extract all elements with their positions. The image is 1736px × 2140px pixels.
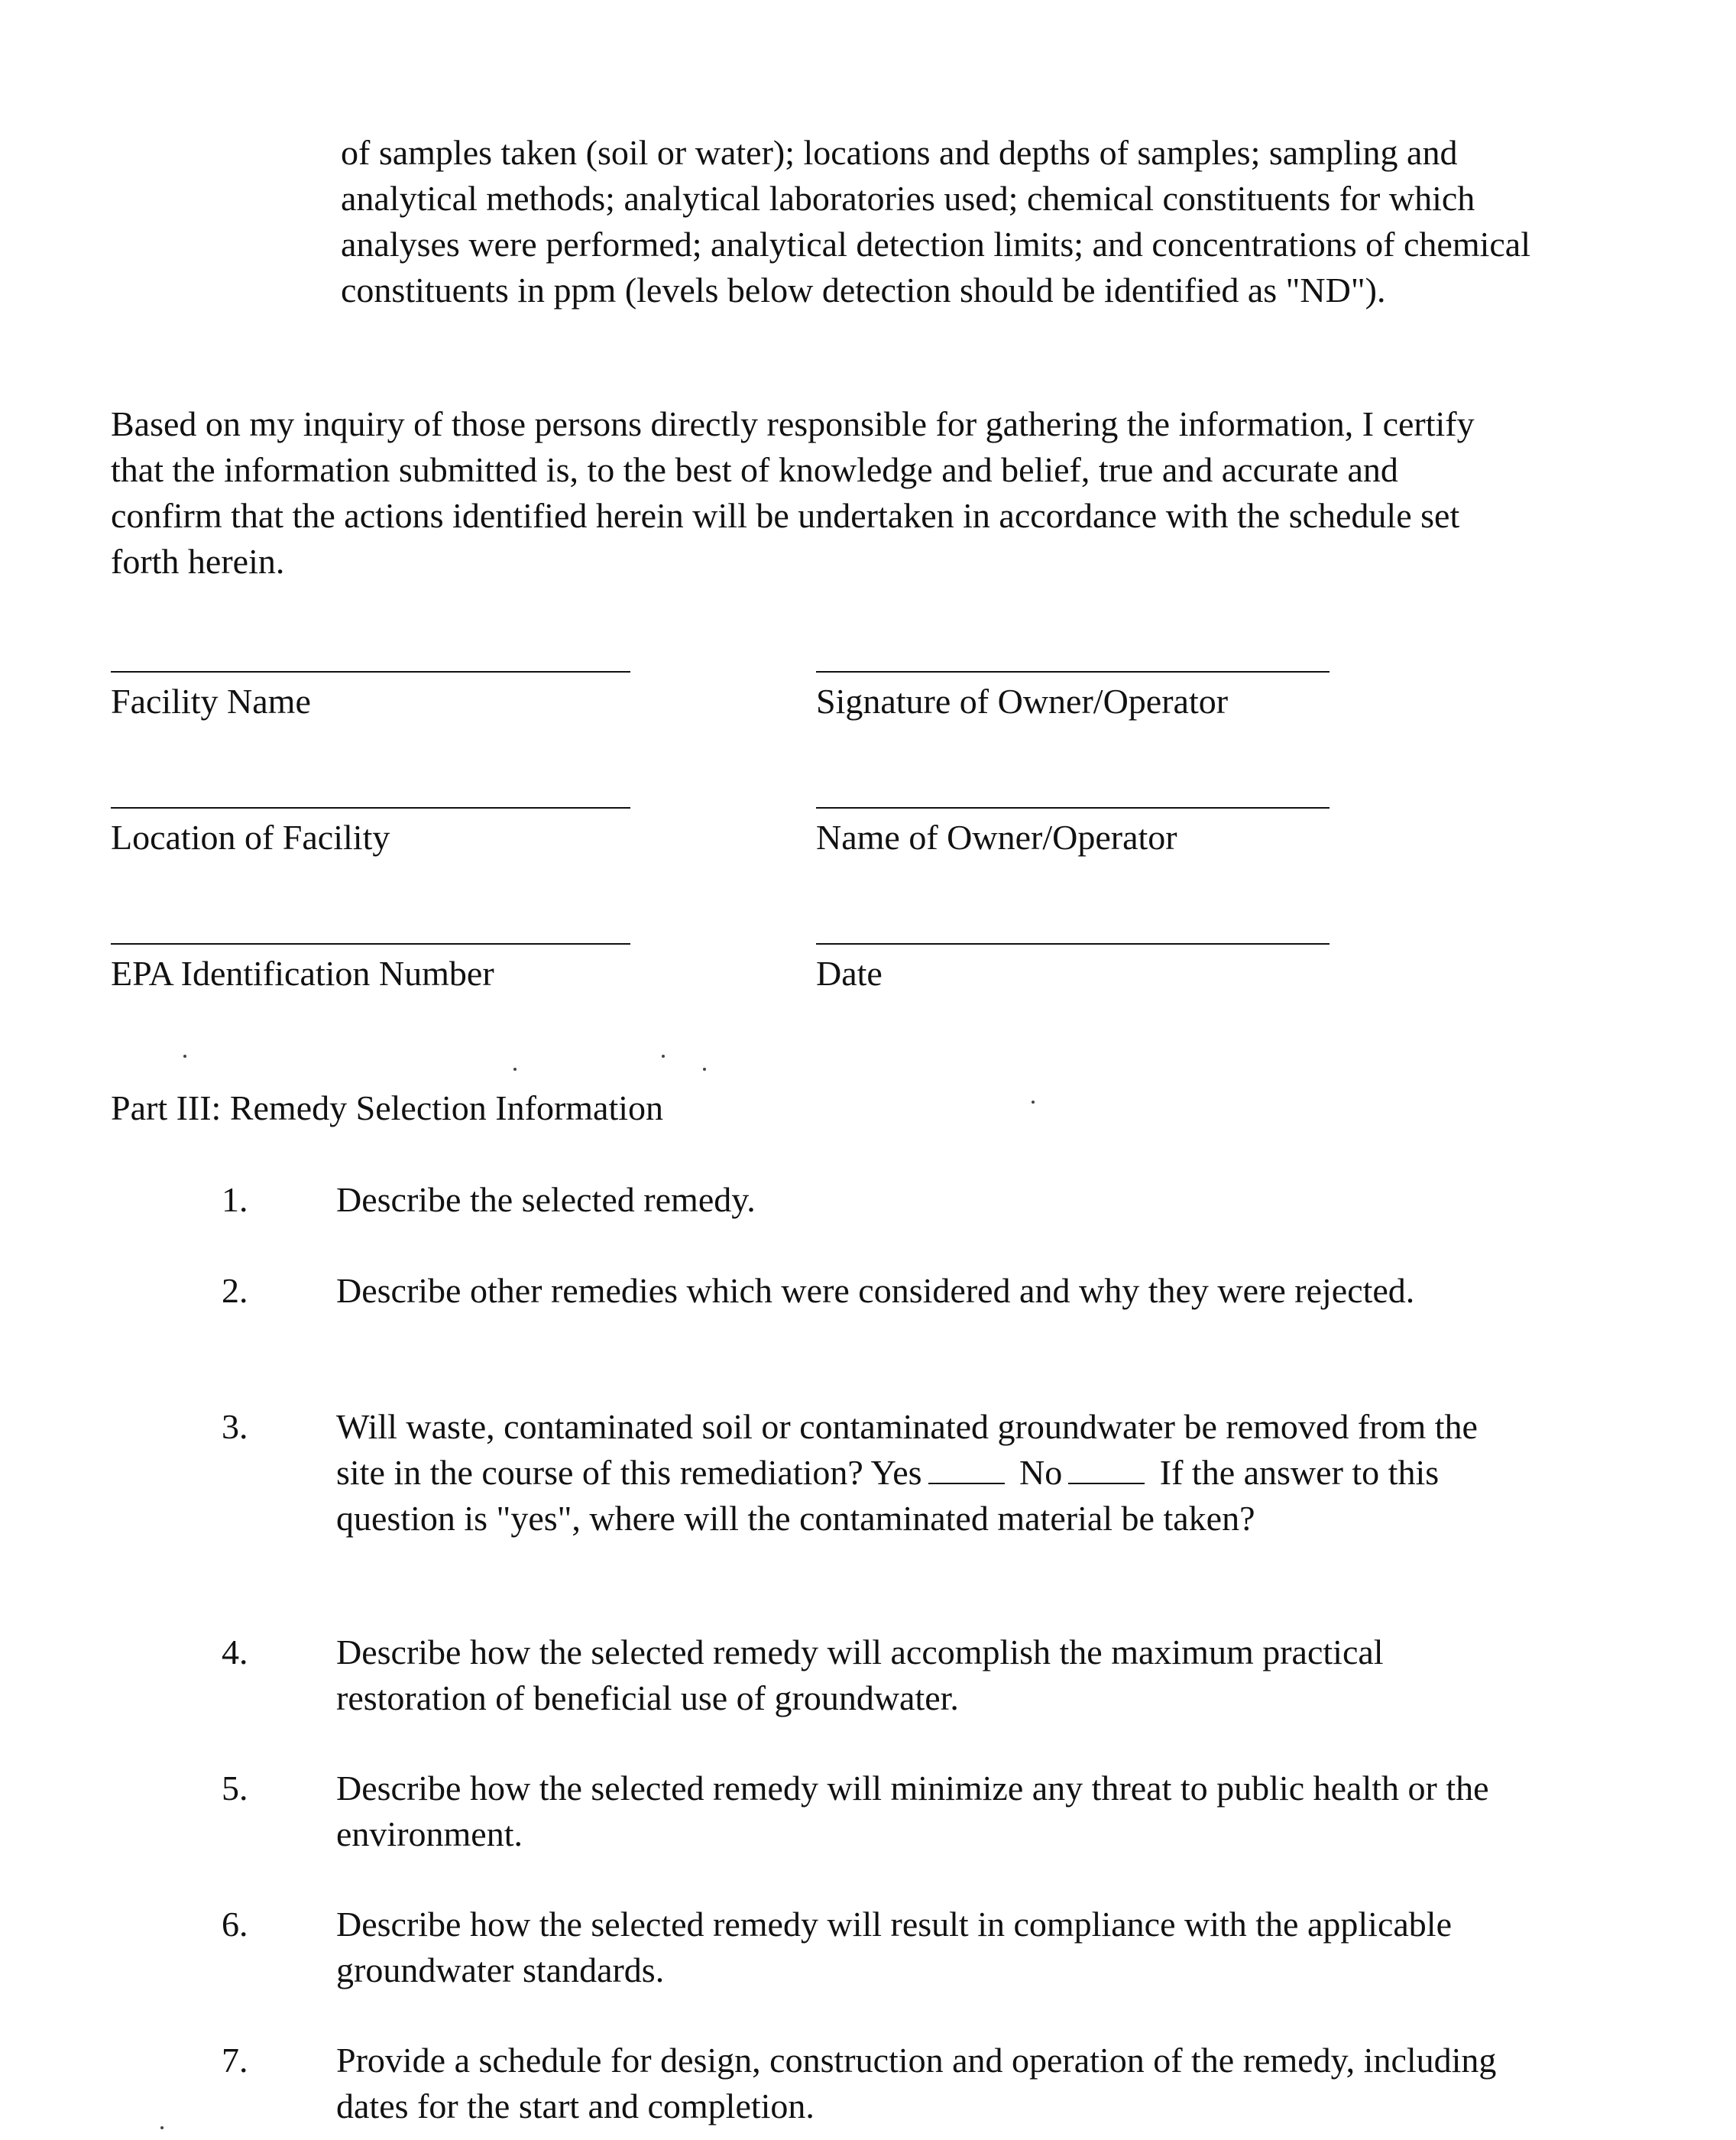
continuation-paragraph: of samples taken (soil or water); locations and depths of samples; sampling and analytical methods; analytical laboratories used; chemical constituents for which analyses were performed; analytical detection limits; and concentrations of chemical constituents in ppm (levels below detection should be identified as "ND"). (341, 133, 1530, 310)
question-text: Describe how the selected remedy will result in compliance with the applicable groundwater standards. (336, 1905, 1452, 1989)
question-text: Describe the selected remedy. (336, 1180, 756, 1219)
epa-id-label: EPA Identification Number (111, 954, 494, 993)
yes-answer-blank[interactable] (928, 1483, 1005, 1484)
certification-paragraph: Based on my inquiry of those persons directly responsible for gathering the information, I certify that the information submitted is, to the best of knowledge and belief, true and accurate and confirm that the actions identified herein will be undertaken in accordance with the schedule set forth herein. (111, 404, 1475, 581)
owner-name-field[interactable] (816, 807, 1330, 861)
question-text: Describe how the selected remedy will minimize any threat to public health or the environment. (336, 1769, 1489, 1853)
question-text: Describe how the selected remedy will accomplish the maximum practical restoration of beneficial use of groundwater. (336, 1633, 1384, 1717)
location-field[interactable] (111, 807, 630, 861)
question-number: 7. (222, 2041, 248, 2080)
signature-line (816, 671, 1330, 673)
owner-name-label: Name of Owner/Operator (816, 818, 1177, 857)
scan-speck (513, 1068, 517, 1071)
question-text: Describe other remedies which were considered and why they were rejected. (336, 1271, 1415, 1310)
scan-speck (183, 1055, 186, 1058)
owner-name-line (816, 807, 1330, 809)
question-number: 3. (222, 1407, 248, 1446)
scan-speck (1032, 1101, 1035, 1104)
question-number: 5. (222, 1769, 248, 1808)
epa-id-field[interactable] (111, 943, 630, 997)
question-number: 6. (222, 1905, 248, 1944)
date-field[interactable] (816, 943, 1330, 997)
question-3-text-after: If the answer to this question is "yes", where will the contaminated material be taken? (336, 1453, 1440, 1538)
location-label: Location of Facility (111, 818, 390, 857)
scan-speck (703, 1068, 706, 1071)
date-label: Date (816, 954, 883, 993)
scan-speck (662, 1055, 665, 1058)
scan-speck (160, 2126, 164, 2129)
question-number: 4. (222, 1633, 248, 1671)
no-label: No (1019, 1453, 1063, 1492)
question-text: Provide a schedule for design, construction and operation of the remedy, including dates for the start and completion. (336, 2041, 1497, 2125)
epa-id-line (111, 943, 630, 945)
signature-field[interactable] (816, 671, 1330, 725)
question-3-text-before: Will waste, contaminated soil or contaminated groundwater be removed from the site in the course of this remediation? (336, 1407, 1478, 1492)
facility-name-field[interactable] (111, 671, 630, 725)
question-number: 2. (222, 1271, 248, 1310)
yes-label: Yes (870, 1453, 922, 1492)
location-line (111, 807, 630, 809)
facility-name-line (111, 671, 630, 673)
question-text (336, 1404, 1498, 1542)
signature-label: Signature of Owner/Operator (816, 682, 1229, 721)
part-heading: Part III: Remedy Selection Information (111, 1088, 664, 1127)
no-answer-blank[interactable] (1068, 1483, 1145, 1484)
date-line (816, 943, 1330, 945)
question-number: 1. (222, 1180, 248, 1219)
facility-name-label: Facility Name (111, 682, 311, 721)
